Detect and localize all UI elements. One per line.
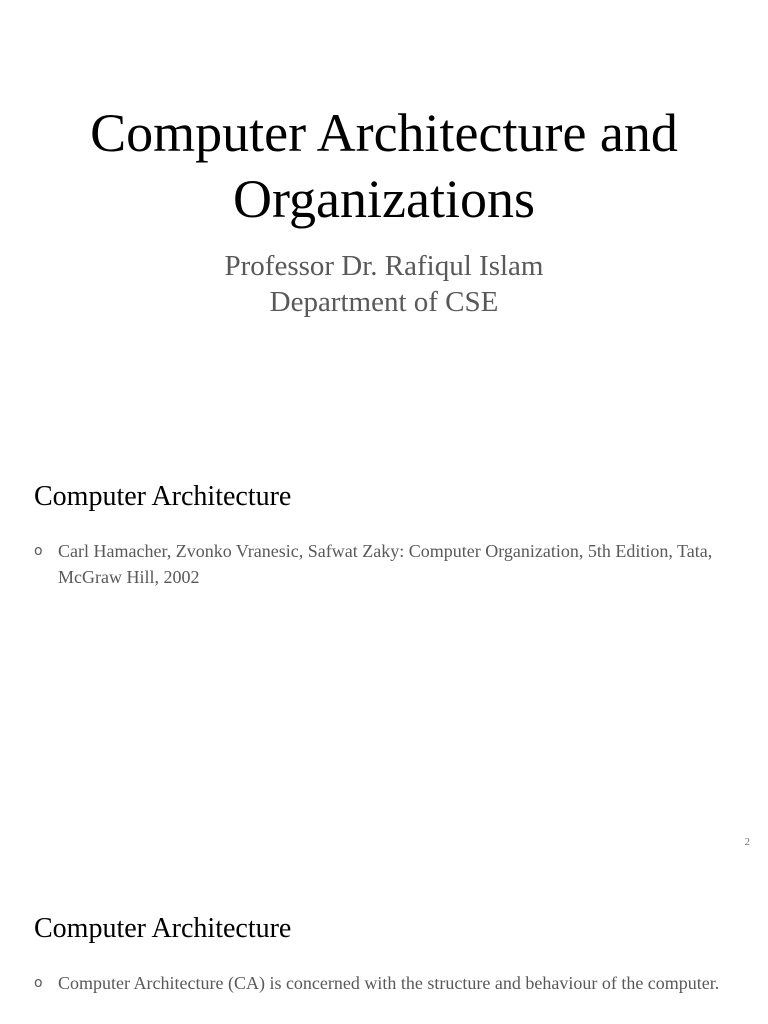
author-name: Professor Dr. Rafiqul Islam <box>224 250 544 282</box>
bullet-list <box>34 970 734 996</box>
bullet-marker-icon: o <box>34 543 43 559</box>
page-number: 2 <box>744 836 750 848</box>
slide-heading: Computer Architecture <box>34 913 292 944</box>
bullet-list <box>34 538 734 590</box>
list-item <box>34 538 734 590</box>
slide-title-line: Computer Architecture and <box>90 103 678 163</box>
slide-title-line: Organizations <box>233 169 535 229</box>
bullet-marker-icon: o <box>34 975 43 991</box>
content-slide <box>0 430 768 862</box>
department-name: Department of CSE <box>269 286 499 318</box>
list-item-text: Computer Architecture (CA) is concerned with the structure and behaviour of the computer. <box>58 973 720 993</box>
list-item-text: Carl Hamacher, Zvonko Vranesic, Safwat Zaky: Computer Organization, 5th Edition, Tata, McGraw Hill, 2002 <box>58 541 713 587</box>
title-slide <box>0 0 768 430</box>
content-slide <box>0 862 768 1024</box>
slide-heading: Computer Architecture <box>34 481 292 512</box>
slide-title <box>0 100 768 232</box>
slide-subtitle <box>0 248 768 320</box>
list-item <box>34 970 734 996</box>
